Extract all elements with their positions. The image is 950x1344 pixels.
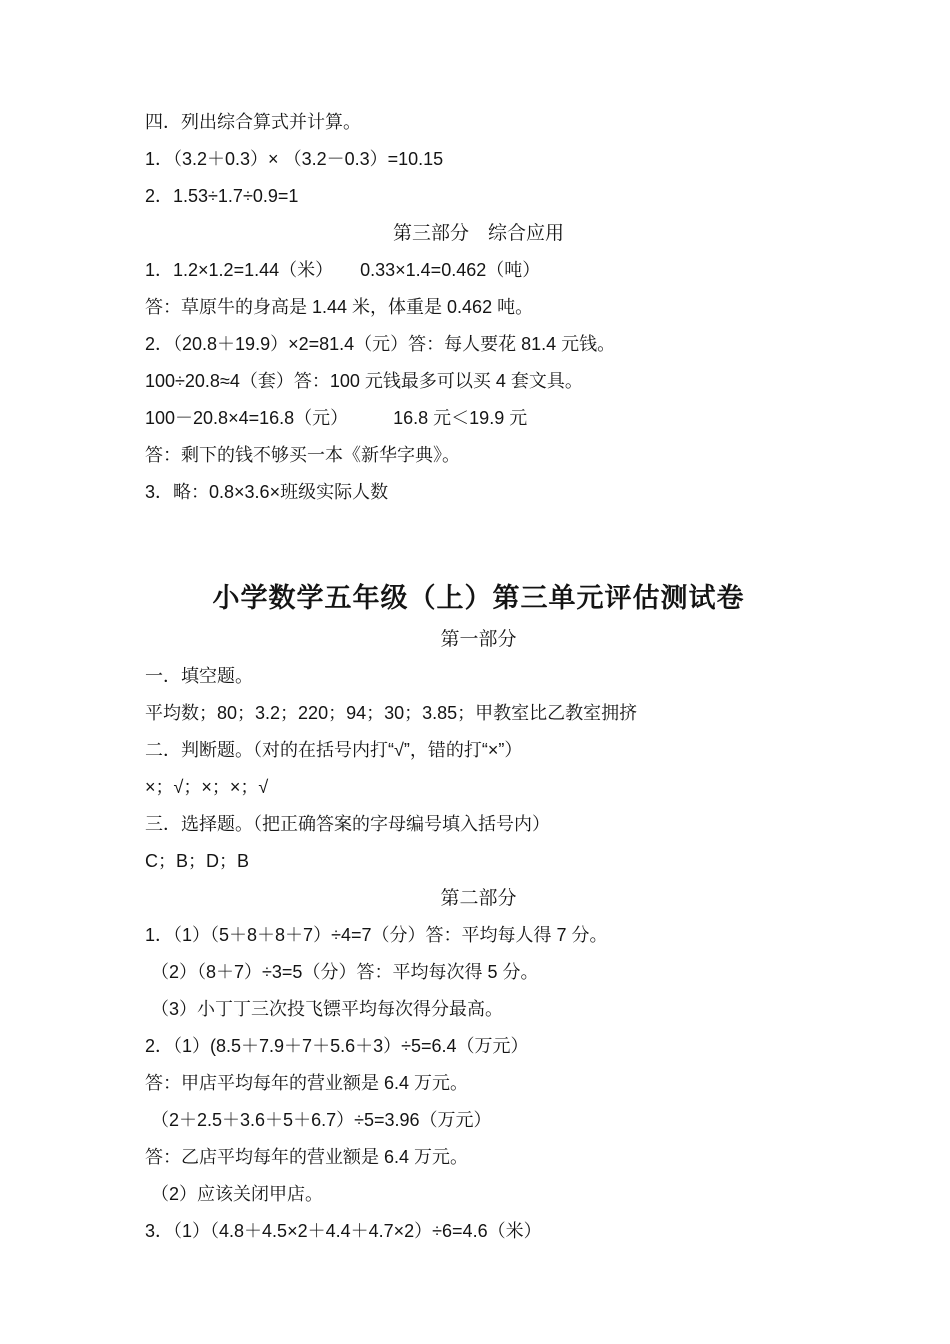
answer-line: 2．1.53÷1.7÷0.9=1 xyxy=(145,186,299,206)
answer-line: 2．（1）(8.5＋7.9＋7＋5.6＋3）÷5=6.4（万元） xyxy=(145,1036,529,1056)
answer-line: 3．（1）（4.8＋4.5×2＋4.4＋4.7×2）÷6=4.6（米） xyxy=(145,1221,542,1241)
answer-line: （3）小丁丁三次投飞镖平均每次得分最高。 xyxy=(151,999,504,1019)
answer-line: 100÷20.8≈4（套）答：100 元钱最多可以买 4 套文具。 xyxy=(145,371,583,391)
part-three-heading: 第三部分 综合应用 xyxy=(392,223,564,244)
question-heading: 一．填空题。 xyxy=(145,666,253,686)
section-four-heading: 四．列出综合算式并计算。 xyxy=(145,112,361,132)
answer-line: 1．（1）（5＋8＋8＋7）÷4=7（分）答：平均每人得 7 分。 xyxy=(145,925,608,945)
answer-line: 3．略：0.8×3.6×班级实际人数 xyxy=(145,482,389,502)
answer-line: 平均数；80；3.2；220；94；30；3.85；甲教室比乙教室拥挤 xyxy=(145,703,638,723)
answer-line: （2）应该关闭甲店。 xyxy=(151,1184,324,1204)
part-two-heading: 第二部分 xyxy=(440,888,517,909)
question-heading: 二．判断题。（对的在括号内打“√”，错的打“×”） xyxy=(145,740,523,760)
answer-line: 100－20.8×4=16.8（元） 16.8 元＜19.9 元 xyxy=(145,408,528,428)
part-one-heading: 第一部分 xyxy=(440,629,517,650)
answer-line: 1．（3.2＋0.3）× （3.2－0.3）=10.15 xyxy=(145,149,444,169)
answer-line: （2＋2.5＋3.6＋5＋6.7）÷5=3.96（万元） xyxy=(151,1110,492,1130)
answer-line: C；B；D；B xyxy=(145,851,250,871)
section-gap xyxy=(145,511,812,575)
answer-line: 1．1.2×1.2=1.44（米） 0.33×1.4=0.462（吨） xyxy=(145,260,541,280)
answer-line: 答：剩下的钱不够买一本《新华字典》。 xyxy=(145,445,460,465)
answer-line: 答：草原牛的身高是 1.44 米，体重是 0.462 吨。 xyxy=(145,297,534,317)
document-title: 小学数学五年级（上）第三单元评估测试卷 xyxy=(212,583,745,613)
answer-line: （2）（8＋7）÷3=5（分）答：平均每次得 5 分。 xyxy=(151,962,539,982)
answer-line: ×；√；×；×；√ xyxy=(145,777,269,797)
answer-line: 2．（20.8＋19.9）×2=81.4（元）答：每人要花 81.4 元钱。 xyxy=(145,334,616,354)
answer-line: 答：甲店平均每年的营业额是 6.4 万元。 xyxy=(145,1073,469,1093)
question-heading: 三．选择题。（把正确答案的字母编号填入括号内） xyxy=(145,814,550,834)
answer-line: 答：乙店平均每年的营业额是 6.4 万元。 xyxy=(145,1147,469,1167)
